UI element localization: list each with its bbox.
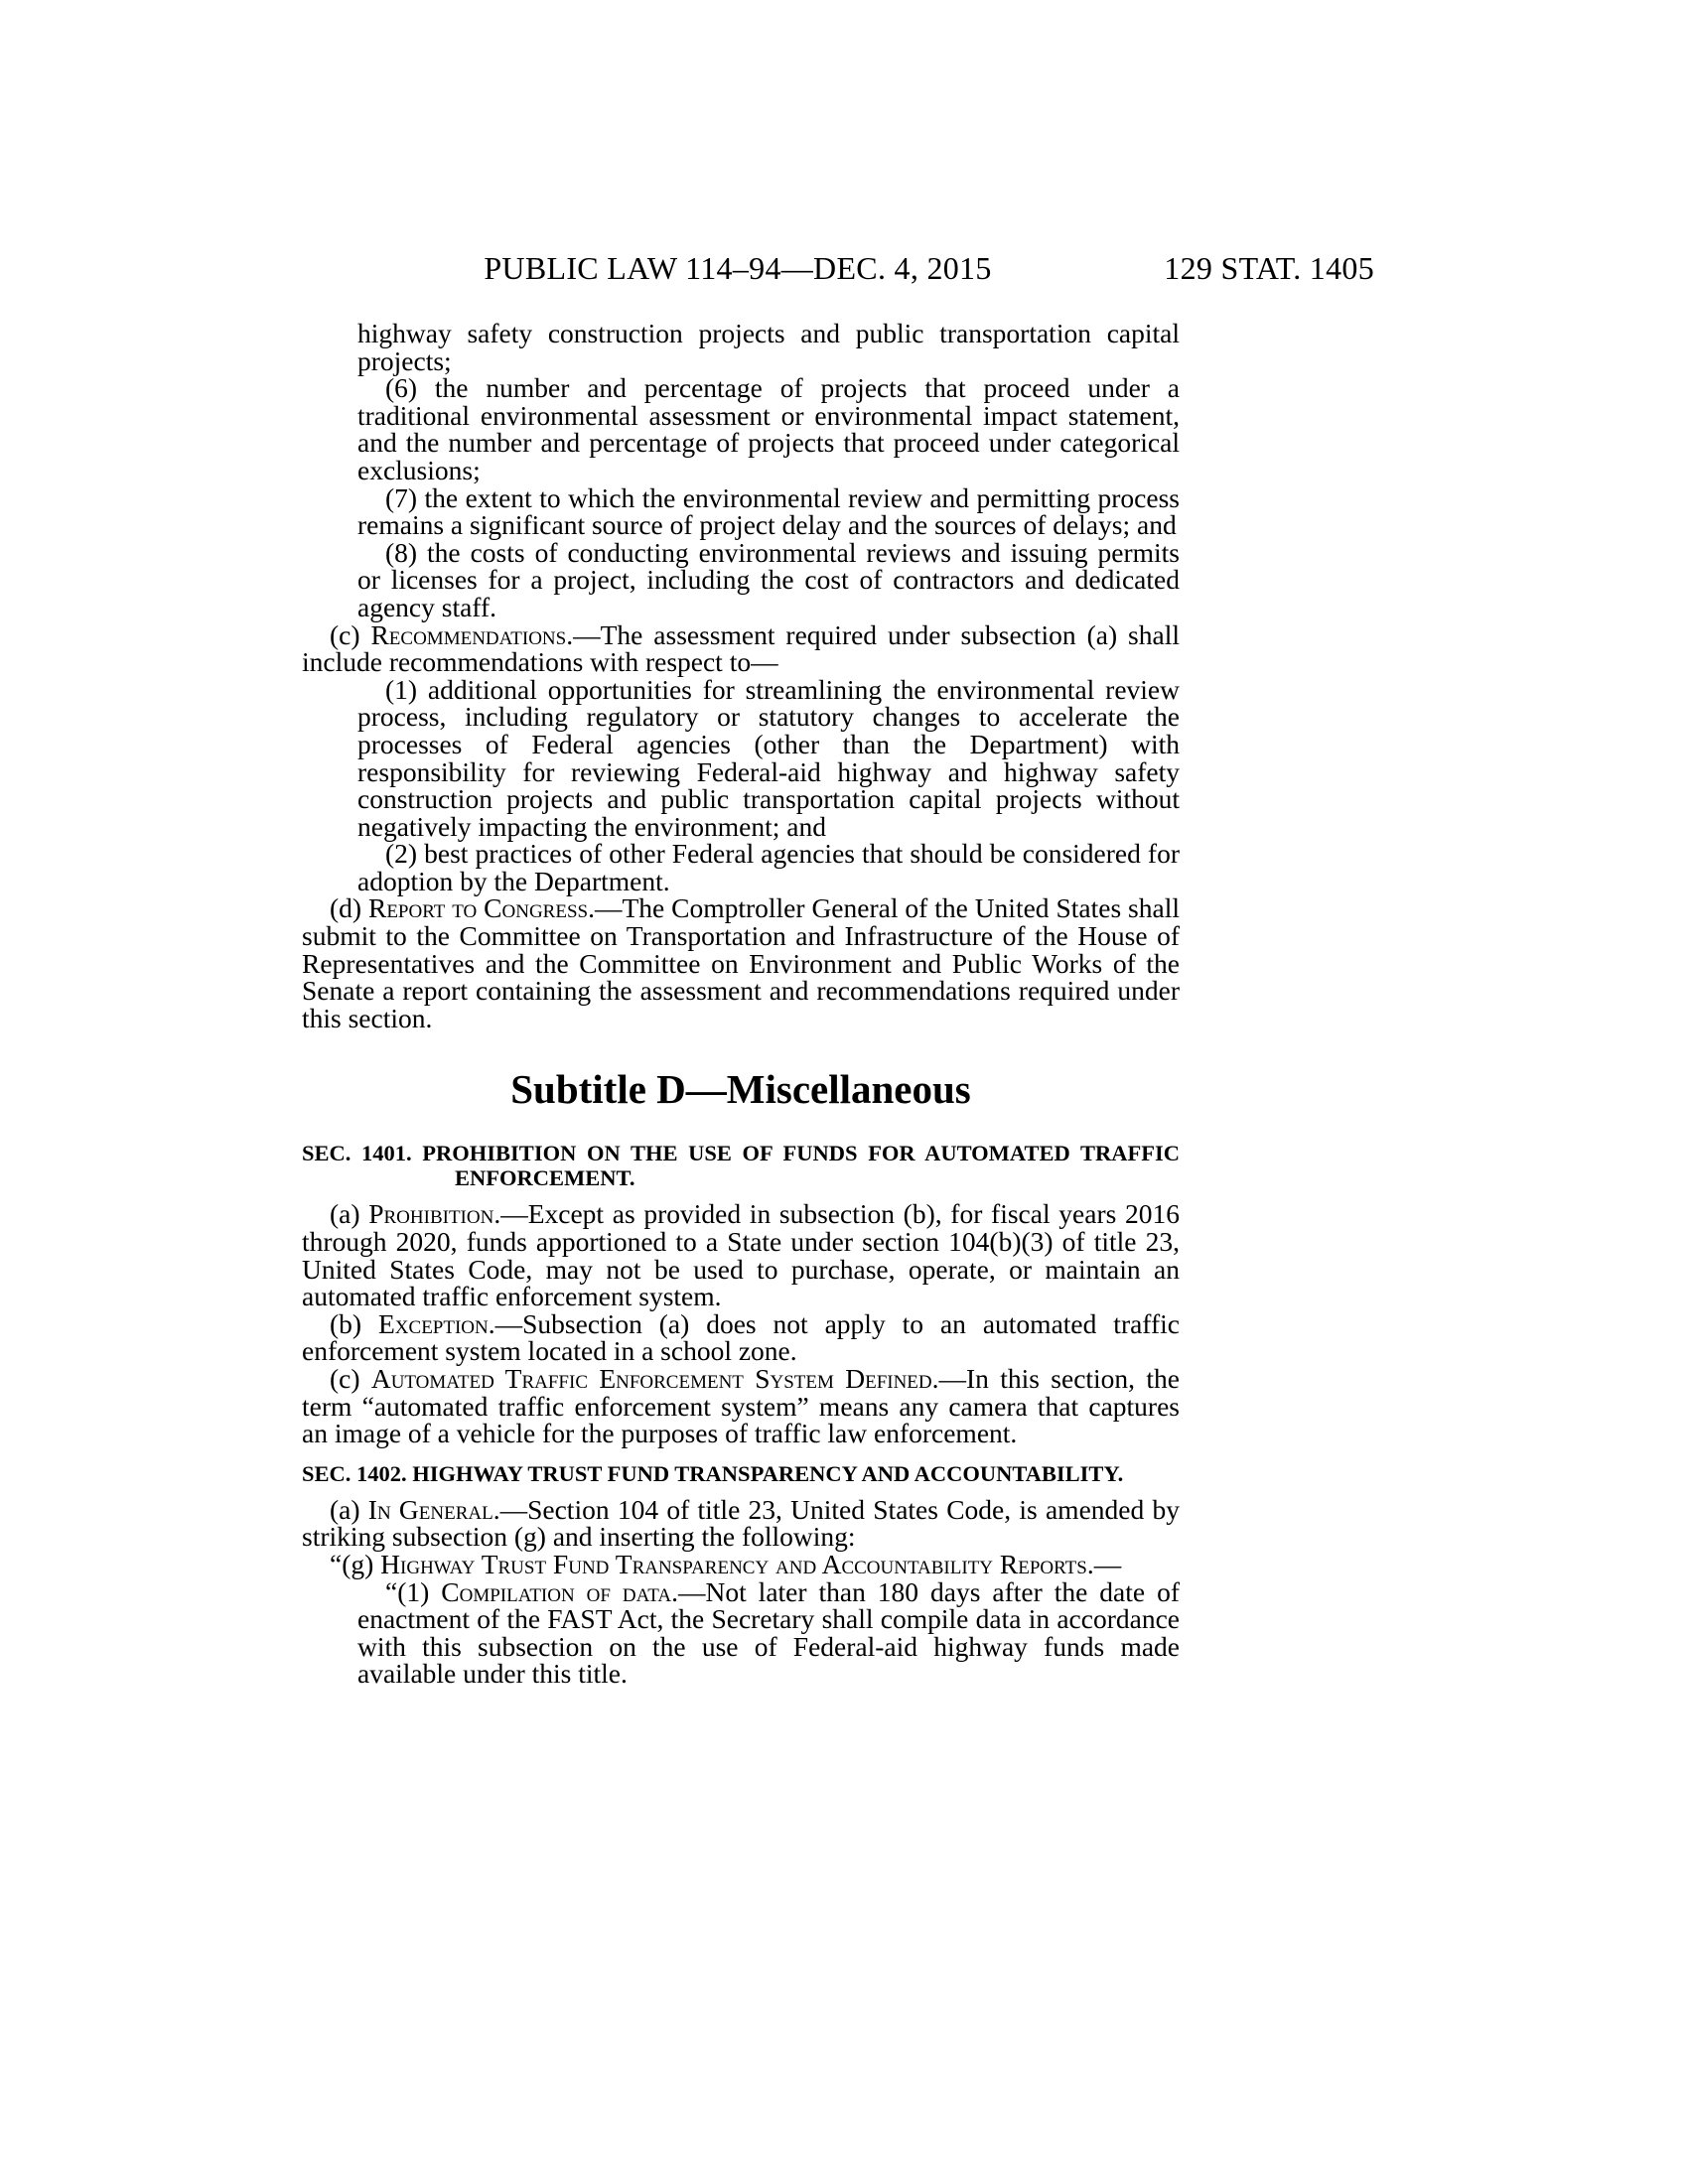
- s1401-a-heading: Prohibition: [368, 1198, 494, 1230]
- subsection-d-label: (d): [330, 892, 368, 924]
- g-label: “(g): [330, 1548, 381, 1579]
- s1402-a-heading: In General: [367, 1493, 493, 1525]
- s1401-b-heading: Exception: [378, 1307, 489, 1339]
- g1-heading: Compilation of data: [441, 1575, 672, 1607]
- subsection-d: [302, 894, 1180, 1031]
- section-1402-subsection-a: [302, 1493, 1180, 1553]
- subsection-c-heading: Recommendations: [370, 618, 567, 650]
- paragraph-b6: (6) the number and percentage of projects that proceed under a traditional environmental assessment or environmental impact statement, and the number and percentage of projects that proceed under categorical exclusions;: [357, 372, 1180, 485]
- subtitle-heading: Subtitle D—Miscellaneous: [510, 1066, 971, 1113]
- g-text: .—: [1086, 1548, 1122, 1579]
- s1401-c-label: (c): [330, 1363, 371, 1394]
- page-number: 129 STAT. 1405: [1164, 250, 1374, 286]
- g-heading: Highway Trust Fund Transparency and Accountability Reports: [380, 1548, 1087, 1579]
- subsection-d-heading: Report to Congress: [367, 892, 589, 924]
- page-header-citation: PUBLIC LAW 114–94—DEC. 4, 2015: [484, 250, 992, 286]
- subsection-c-label: (c): [330, 618, 371, 650]
- subsection-d-text: .—The Comptroller General of the United States shall submit to the Committee on Transportation and Infrastructure of the House of Representatives and the Committee on Environment and Public Works of the Senate a report containing the assessment and recommendations required under this section.: [302, 892, 1180, 1033]
- subsection-c-text: .—The assessment required under subsection (a) shall include recommendations with respect to—: [302, 618, 1180, 678]
- quoted-subsection-g: [302, 1548, 1180, 1579]
- s1402-a-text: .—Section 104 of title 23, United States Code, is amended by striking subsection (g) and inserting the following:: [302, 1493, 1180, 1553]
- paragraph-b8: (8) the costs of conducting environmental reviews and issuing permits or licenses for a project, including the cost of contractors and dedicated agency staff.: [357, 536, 1180, 622]
- section-1401-subsection-a: [302, 1198, 1180, 1312]
- section-1401-subsection-b: [302, 1307, 1180, 1367]
- paragraph-b7: (7) the extent to which the environmental review and permitting process remains a significant source of project delay and the sources of delays; and: [357, 481, 1180, 541]
- s1402-a-label: (a): [330, 1493, 368, 1525]
- section-1401-subsection-c: [302, 1365, 1180, 1447]
- section-1401-heading: SEC. 1401. PROHIBITION ON THE USE OF FUNDS FOR AUTOMATED TRAFFIC ENFORCEMENT.: [302, 1141, 1180, 1191]
- subsection-c: [302, 618, 1180, 678]
- s1401-a-label: (a): [330, 1198, 369, 1230]
- quoted-paragraph-g1: [302, 1575, 1180, 1690]
- paragraph-continued: highway safety construction projects and public transportation capital projects;: [357, 318, 1180, 376]
- g1-text: .—Not later than 180 days after the date of enactment of the FAST Act, the Secretary shall compile data in accordance with this subsection on the use of Federal-aid highway funds made available under this title.: [357, 1575, 1180, 1690]
- s1401-c-text: .—In this section, the term “automated traffic enforcement system” means any camera that captures an image of a vehicle for the purposes of traffic law enforcement.: [302, 1363, 1180, 1449]
- s1401-b-text: .—Subsection (a) does not apply to an automated traffic enforcement system located in a school zone.: [302, 1307, 1180, 1367]
- s1401-a-text: .—Except as provided in subsection (b), for fiscal years 2016 through 2020, funds apportioned to a State under section 104(b)(3) of title 23, United States Code, may not be used to purchase, operate, or maintain an automated traffic enforcement system.: [302, 1198, 1180, 1312]
- section-1402-heading: SEC. 1402. HIGHWAY TRUST FUND TRANSPARENCY AND ACCOUNTABILITY.: [302, 1460, 1124, 1486]
- paragraph-c1: (1) additional opportunities for streamlining the environmental review process, including regulatory or statutory changes to accelerate the processes of Federal agencies (other than the Department) with responsibility for reviewing Federal-aid highway and highway safety construction projects and public transportation capital projects without negatively impacting the environment; and: [357, 673, 1180, 842]
- g1-label: “(1): [385, 1575, 442, 1607]
- paragraph-c2: (2) best practices of other Federal agencies that should be considered for adoption by the Department.: [357, 838, 1180, 896]
- document-body: [302, 320, 1180, 1688]
- s1401-c-heading: Automated Traffic Enforcement System Defined: [370, 1363, 932, 1394]
- s1401-b-label: (b): [330, 1307, 378, 1339]
